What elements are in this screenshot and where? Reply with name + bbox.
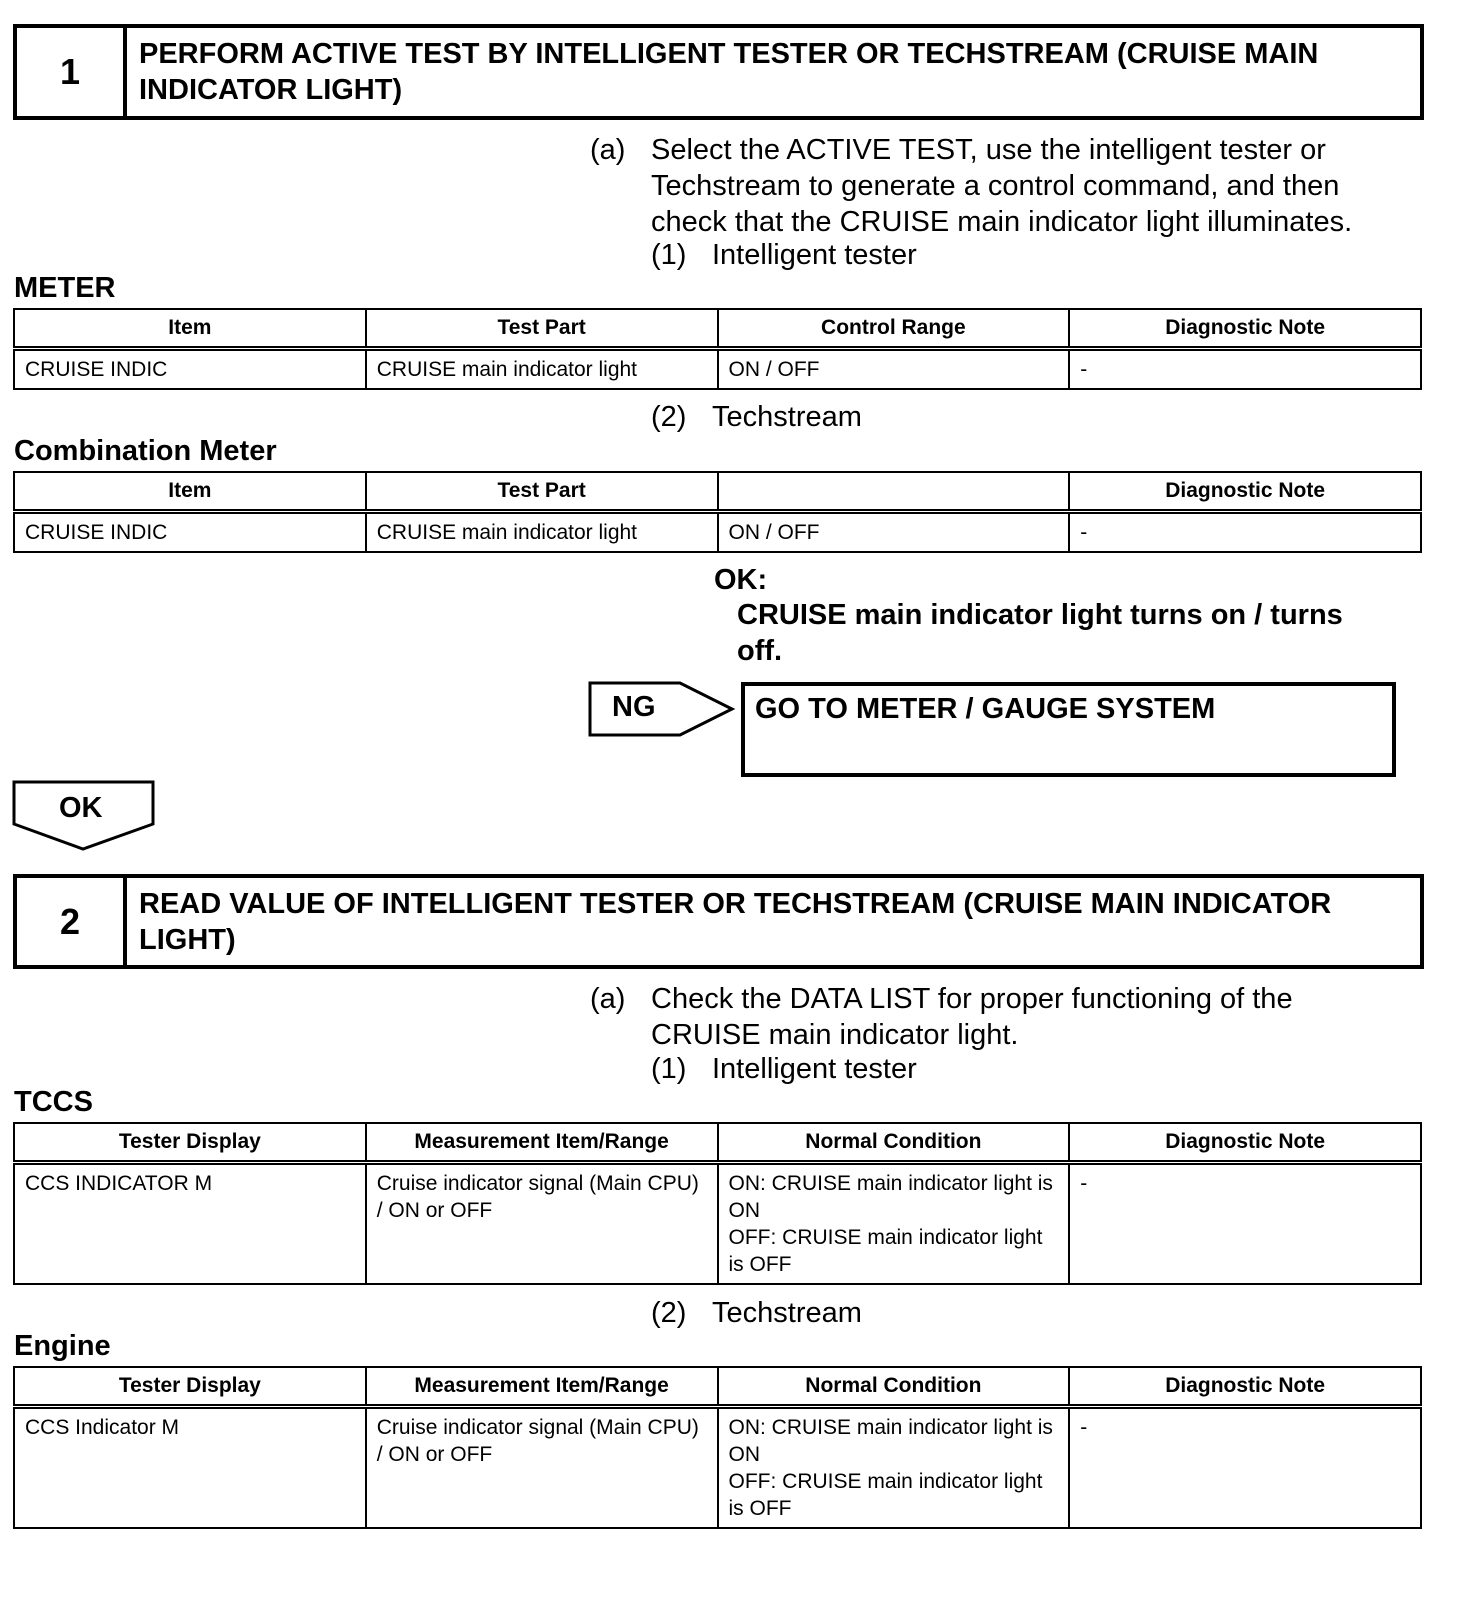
col-header: Test Part — [366, 309, 718, 349]
table-cell: ON / OFF — [718, 512, 1070, 553]
meter-table — [13, 308, 1422, 390]
sub1-text: Intelligent tester — [712, 1053, 917, 1085]
sub1-label: (1) — [651, 1053, 687, 1085]
table-cell: - — [1069, 1163, 1421, 1285]
table-cell: ON: CRUISE main indicator light is ON OFF: CRUISE main indicator light is OFF — [718, 1163, 1070, 1285]
table-cell: CCS Indicator M — [14, 1407, 366, 1529]
col-header: Control Range — [718, 309, 1070, 349]
instruction-text: Check the DATA LIST for proper functioning of the CRUISE main indicator light. — [651, 983, 1293, 1051]
step-2-title: READ VALUE OF INTELLIGENT TESTER OR TECHSTREAM (CRUISE MAIN INDICATOR LIGHT) — [139, 888, 1332, 956]
col-header: Normal Condition — [718, 1367, 1070, 1407]
table-cell: CRUISE main indicator light — [366, 349, 718, 390]
table-cell: CCS INDICATOR M — [14, 1163, 366, 1285]
table-cell: Cruise indicator signal (Main CPU) / ON or OFF — [366, 1163, 718, 1285]
table-cell: CRUISE main indicator light — [366, 512, 718, 553]
col-header: Normal Condition — [718, 1123, 1070, 1163]
step-1-number: 1 — [17, 28, 127, 116]
meter-section-title: METER — [14, 272, 116, 304]
engine-section-title: Engine — [14, 1330, 111, 1362]
table-cell: Cruise indicator signal (Main CPU) / ON or OFF — [366, 1407, 718, 1529]
step-1-title: PERFORM ACTIVE TEST BY INTELLIGENT TESTER OR TECHSTREAM (CRUISE MAIN INDICATOR LIGHT) — [139, 38, 1319, 106]
table-cell: - — [1069, 1407, 1421, 1529]
sub2-label: (2) — [651, 1297, 687, 1329]
ng-label: NG — [612, 691, 656, 723]
col-header: Item — [14, 309, 366, 349]
instruction-label: (a) — [590, 134, 626, 166]
col-header: Diagnostic Note — [1069, 1123, 1421, 1163]
table-cell: CRUISE INDIC — [14, 349, 366, 390]
col-header: Item — [14, 472, 366, 512]
sub1-label: (1) — [651, 239, 687, 271]
sub2-text: Techstream — [712, 401, 862, 433]
table-cell: ON: CRUISE main indicator light is ON OFF: CRUISE main indicator light is OFF — [718, 1407, 1070, 1529]
engine-table — [13, 1366, 1422, 1529]
sub2-text: Techstream — [712, 1297, 862, 1329]
table-row — [14, 1407, 1421, 1529]
table-row — [14, 512, 1421, 553]
step-2-number: 2 — [17, 878, 127, 965]
col-header: Tester Display — [14, 1367, 366, 1407]
table-row — [14, 1163, 1421, 1285]
ng-arrow — [588, 681, 738, 737]
col-header: Test Part — [366, 472, 718, 512]
sub2-label: (2) — [651, 401, 687, 433]
step-1-header — [13, 24, 1424, 120]
table-cell: - — [1069, 349, 1421, 390]
combination-table — [13, 471, 1422, 553]
step-1-instruction — [590, 132, 1390, 242]
table-row — [14, 349, 1421, 390]
step-2-header — [13, 874, 1424, 969]
table-cell: CRUISE INDIC — [14, 512, 366, 553]
col-header — [718, 472, 1070, 512]
step-2-instruction — [590, 981, 1390, 1053]
ng-target-box — [741, 682, 1396, 777]
table-cell: ON / OFF — [718, 349, 1070, 390]
tccs-section-title: TCCS — [14, 1086, 93, 1118]
col-header: Diagnostic Note — [1069, 309, 1421, 349]
ok-arrow-label: OK — [59, 792, 103, 824]
instruction-label: (a) — [590, 983, 626, 1015]
sub1-text: Intelligent tester — [712, 239, 917, 271]
col-header: Tester Display — [14, 1123, 366, 1163]
table-cell: - — [1069, 512, 1421, 553]
ok-label: OK: — [714, 564, 768, 596]
tccs-table — [13, 1122, 1422, 1285]
col-header: Diagnostic Note — [1069, 472, 1421, 512]
col-header: Measurement Item/Range — [366, 1123, 718, 1163]
instruction-text: Select the ACTIVE TEST, use the intelligent tester or Techstream to generate a control command, and then check that the CRUISE main indicator light illuminates. — [651, 134, 1353, 238]
col-header: Measurement Item/Range — [366, 1367, 718, 1407]
col-header: Diagnostic Note — [1069, 1367, 1421, 1407]
ng-target-text: GO TO METER / GAUGE SYSTEM — [755, 693, 1216, 725]
ok-condition-text: CRUISE main indicator light turns on / turns off. — [737, 599, 1343, 667]
combination-section-title: Combination Meter — [14, 435, 277, 467]
